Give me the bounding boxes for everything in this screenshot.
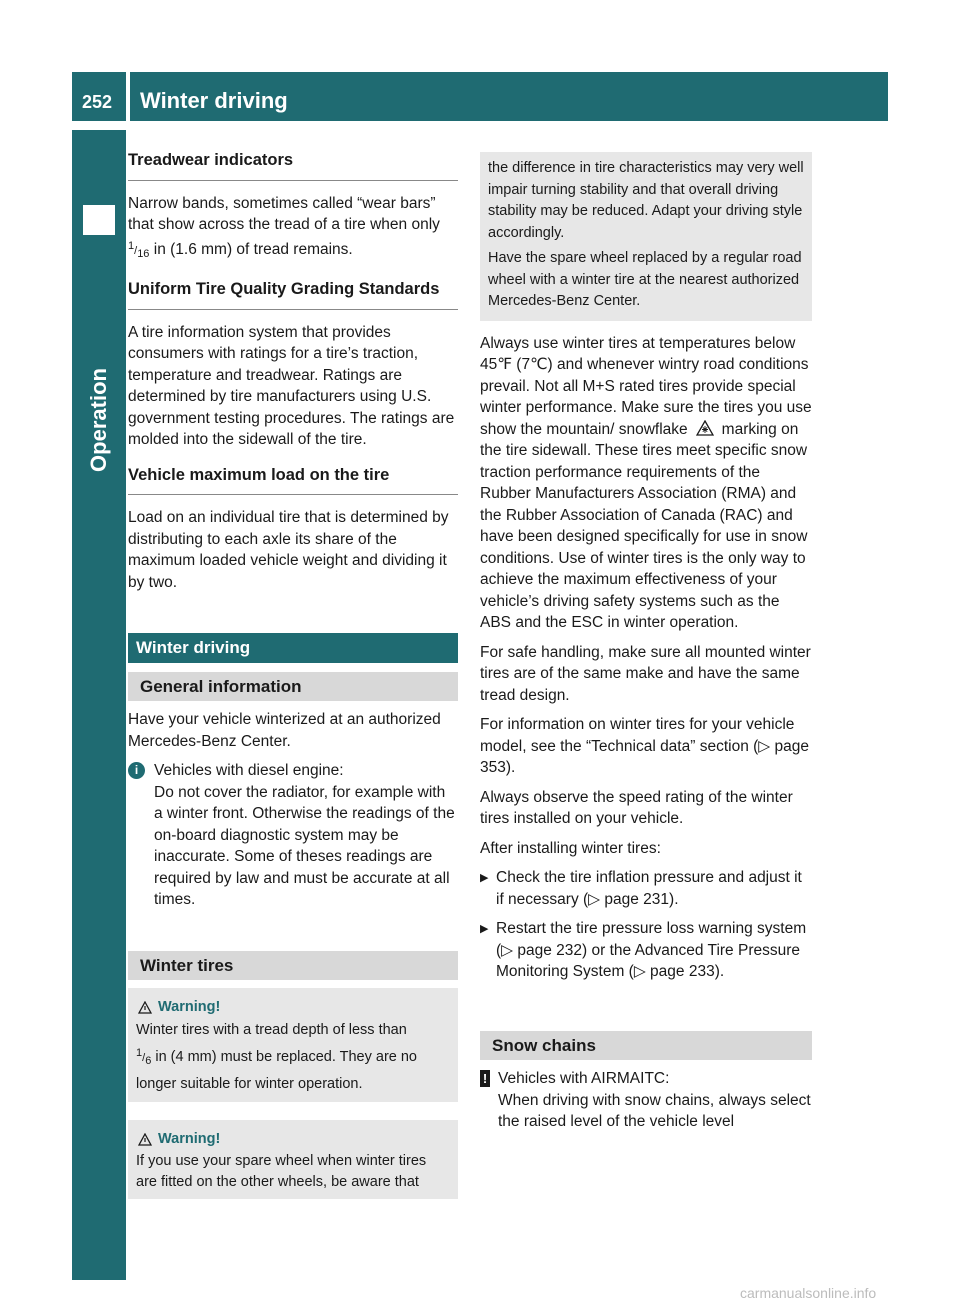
warning-box-tread-depth: [128, 988, 458, 1102]
warning-continued-text: the difference in tire characteristics may very well impair turning stability and that overall driving stability may be reduced. Adapt your driving style accordingly.: [488, 160, 804, 241]
header-divider: [126, 72, 130, 121]
winter-tires-paragraph: [480, 333, 812, 634]
treadwear-text: Narrow bands, sometimes called “wear bars” that show across the tread of a tire when only: [128, 194, 440, 233]
treadwear-paragraph: [128, 193, 458, 266]
warning-text: If you use your spare wheel when winter tires are fitted on the other wheels, be aware that: [136, 1153, 427, 1190]
side-tab-label: Operation: [86, 368, 111, 472]
exclamation-icon: !: [480, 1070, 490, 1087]
winter-tires-text-start: Always use winter tires at temperatures below 45℉ (7℃) and whenever wintry road conditions prevail. Not all M+S rated tires provide special winter performance. Make sure the tires you use show the mountain/ snowflake: [480, 334, 812, 438]
step-check-pressure: [480, 867, 812, 918]
speed-rating-paragraph: Always observe the speed rating of the winter tires installed on your vehicle.: [480, 788, 793, 827]
warning-title-row: [136, 1128, 450, 1151]
side-tab-marker: [83, 205, 115, 235]
warning-triangle-icon: [138, 1133, 152, 1146]
watermark: carmanualsonline.info: [740, 1285, 877, 1301]
warning-title-row: [136, 996, 450, 1019]
utqg-paragraph: A tire information system that provides consumers with ratings for a tire’s traction, temperature and treadwear. Ratings are determined by tire manufacturers using U.S. government testing procedures. The ratings are molded into the sidewall of the tire.: [128, 323, 455, 448]
info-title: Vehicles with diesel engine:: [154, 762, 344, 779]
info-note: [128, 760, 458, 782]
warning-box-spare-wheel: [128, 1120, 458, 1199]
treadwear-text-end: in (1.6 mm) of tread remains.: [153, 240, 353, 258]
info-icon: i: [128, 762, 145, 779]
side-tab: [72, 130, 126, 1280]
caution-note-body: [498, 1068, 812, 1133]
mountain-snowflake-icon: [696, 420, 714, 436]
fraction-numerator: 1: [128, 239, 135, 252]
general-information-heading: General information: [128, 672, 458, 702]
warning-continued-advice: Have the spare wheel replaced by a regular road wheel with a winter tire at the nearest authorized Mercedes-Benz Center.: [488, 250, 802, 309]
step-restart-warning: [480, 918, 812, 991]
left-column: [128, 150, 458, 1199]
fraction: 1/16: [128, 239, 150, 260]
warning-text-start: Winter tires with a tread depth of less than: [136, 1022, 407, 1038]
fraction: 1/6: [136, 1047, 152, 1067]
caution-note-text: When driving with snow chains, always select the raised level of the vehicle level: [498, 1091, 811, 1130]
fraction-denominator: 16: [137, 247, 150, 260]
header-bar: [72, 72, 888, 121]
section-winter-driving: Winter driving: [128, 633, 458, 663]
right-column: [480, 152, 812, 1133]
snow-chains-heading: Snow chains: [480, 1031, 812, 1061]
winter-tires-heading: Winter tires: [128, 951, 458, 981]
page-title: Winter driving: [140, 88, 288, 113]
winter-tires-text-end: marking on the tire sidewall. These tires meet specific snow traction performance requirements of the Rubber Manufacturers Association (RMA) and the Rubber Association of Canada (RAC) and have been designed specifically for use in snow conditions. Use of winter tires is the only way to achieve the maximum effectiveness of your vehicle’s driving safety systems such as the ABS and the ESC in winter operation.: [480, 420, 808, 631]
utqg-heading: Uniform Tire Quality Grading Standards: [128, 279, 458, 310]
warning-box-continued: [480, 152, 812, 321]
fraction-denominator: 6: [145, 1055, 152, 1067]
caution-note: [480, 1068, 812, 1133]
maxload-heading: Vehicle maximum load on the tire: [128, 465, 458, 496]
general-paragraph: Have your vehicle winterized at an authorized Mercedes-Benz Center.: [128, 711, 441, 750]
maxload-paragraph: Load on an individual tire that is determined by distributing to each axle its share of the maximum loaded vehicle weight and dividing it by two.: [128, 509, 449, 591]
step-text: Check the tire inflation pressure and adjust it if necessary (▷ page 231).: [496, 869, 802, 908]
warning-text: [136, 1019, 450, 1096]
warning-triangle-icon: [138, 1001, 152, 1014]
step-arrow-icon: ▶: [480, 872, 489, 884]
page-number: 252: [82, 92, 113, 112]
fraction-numerator: 1: [136, 1047, 143, 1059]
warning-text-end: in (4 mm) must be replaced. They are no longer suitable for winter operation.: [136, 1049, 417, 1092]
same-make-paragraph: For safe handling, make sure all mounted winter tires are of the same make and have the same tread design.: [480, 643, 811, 704]
technical-data-paragraph: For information on winter tires for your vehicle model, see the “Technical data” section (▷ page 353).: [480, 716, 809, 776]
after-installing-paragraph: After installing winter tires:: [480, 839, 661, 857]
treadwear-heading: Treadwear indicators: [128, 150, 458, 181]
step-text: Restart the tire pressure loss warning system (▷ page 232) or the Advanced Tire Pressure Monitoring System (▷ page 233).: [496, 920, 807, 980]
warning-title: Warning!: [158, 999, 221, 1015]
warning-title: Warning!: [158, 1131, 221, 1147]
caution-note-title: Vehicles with AIRMAITC:: [498, 1070, 670, 1087]
info-note-text: Do not cover the radiator, for example with a winter front. Otherwise the readings of the on-board diagnostic system may be inaccurate. Some of theses readings are required by law and must be accurate at all times.: [154, 783, 455, 908]
step-arrow-icon: ▶: [480, 923, 489, 935]
